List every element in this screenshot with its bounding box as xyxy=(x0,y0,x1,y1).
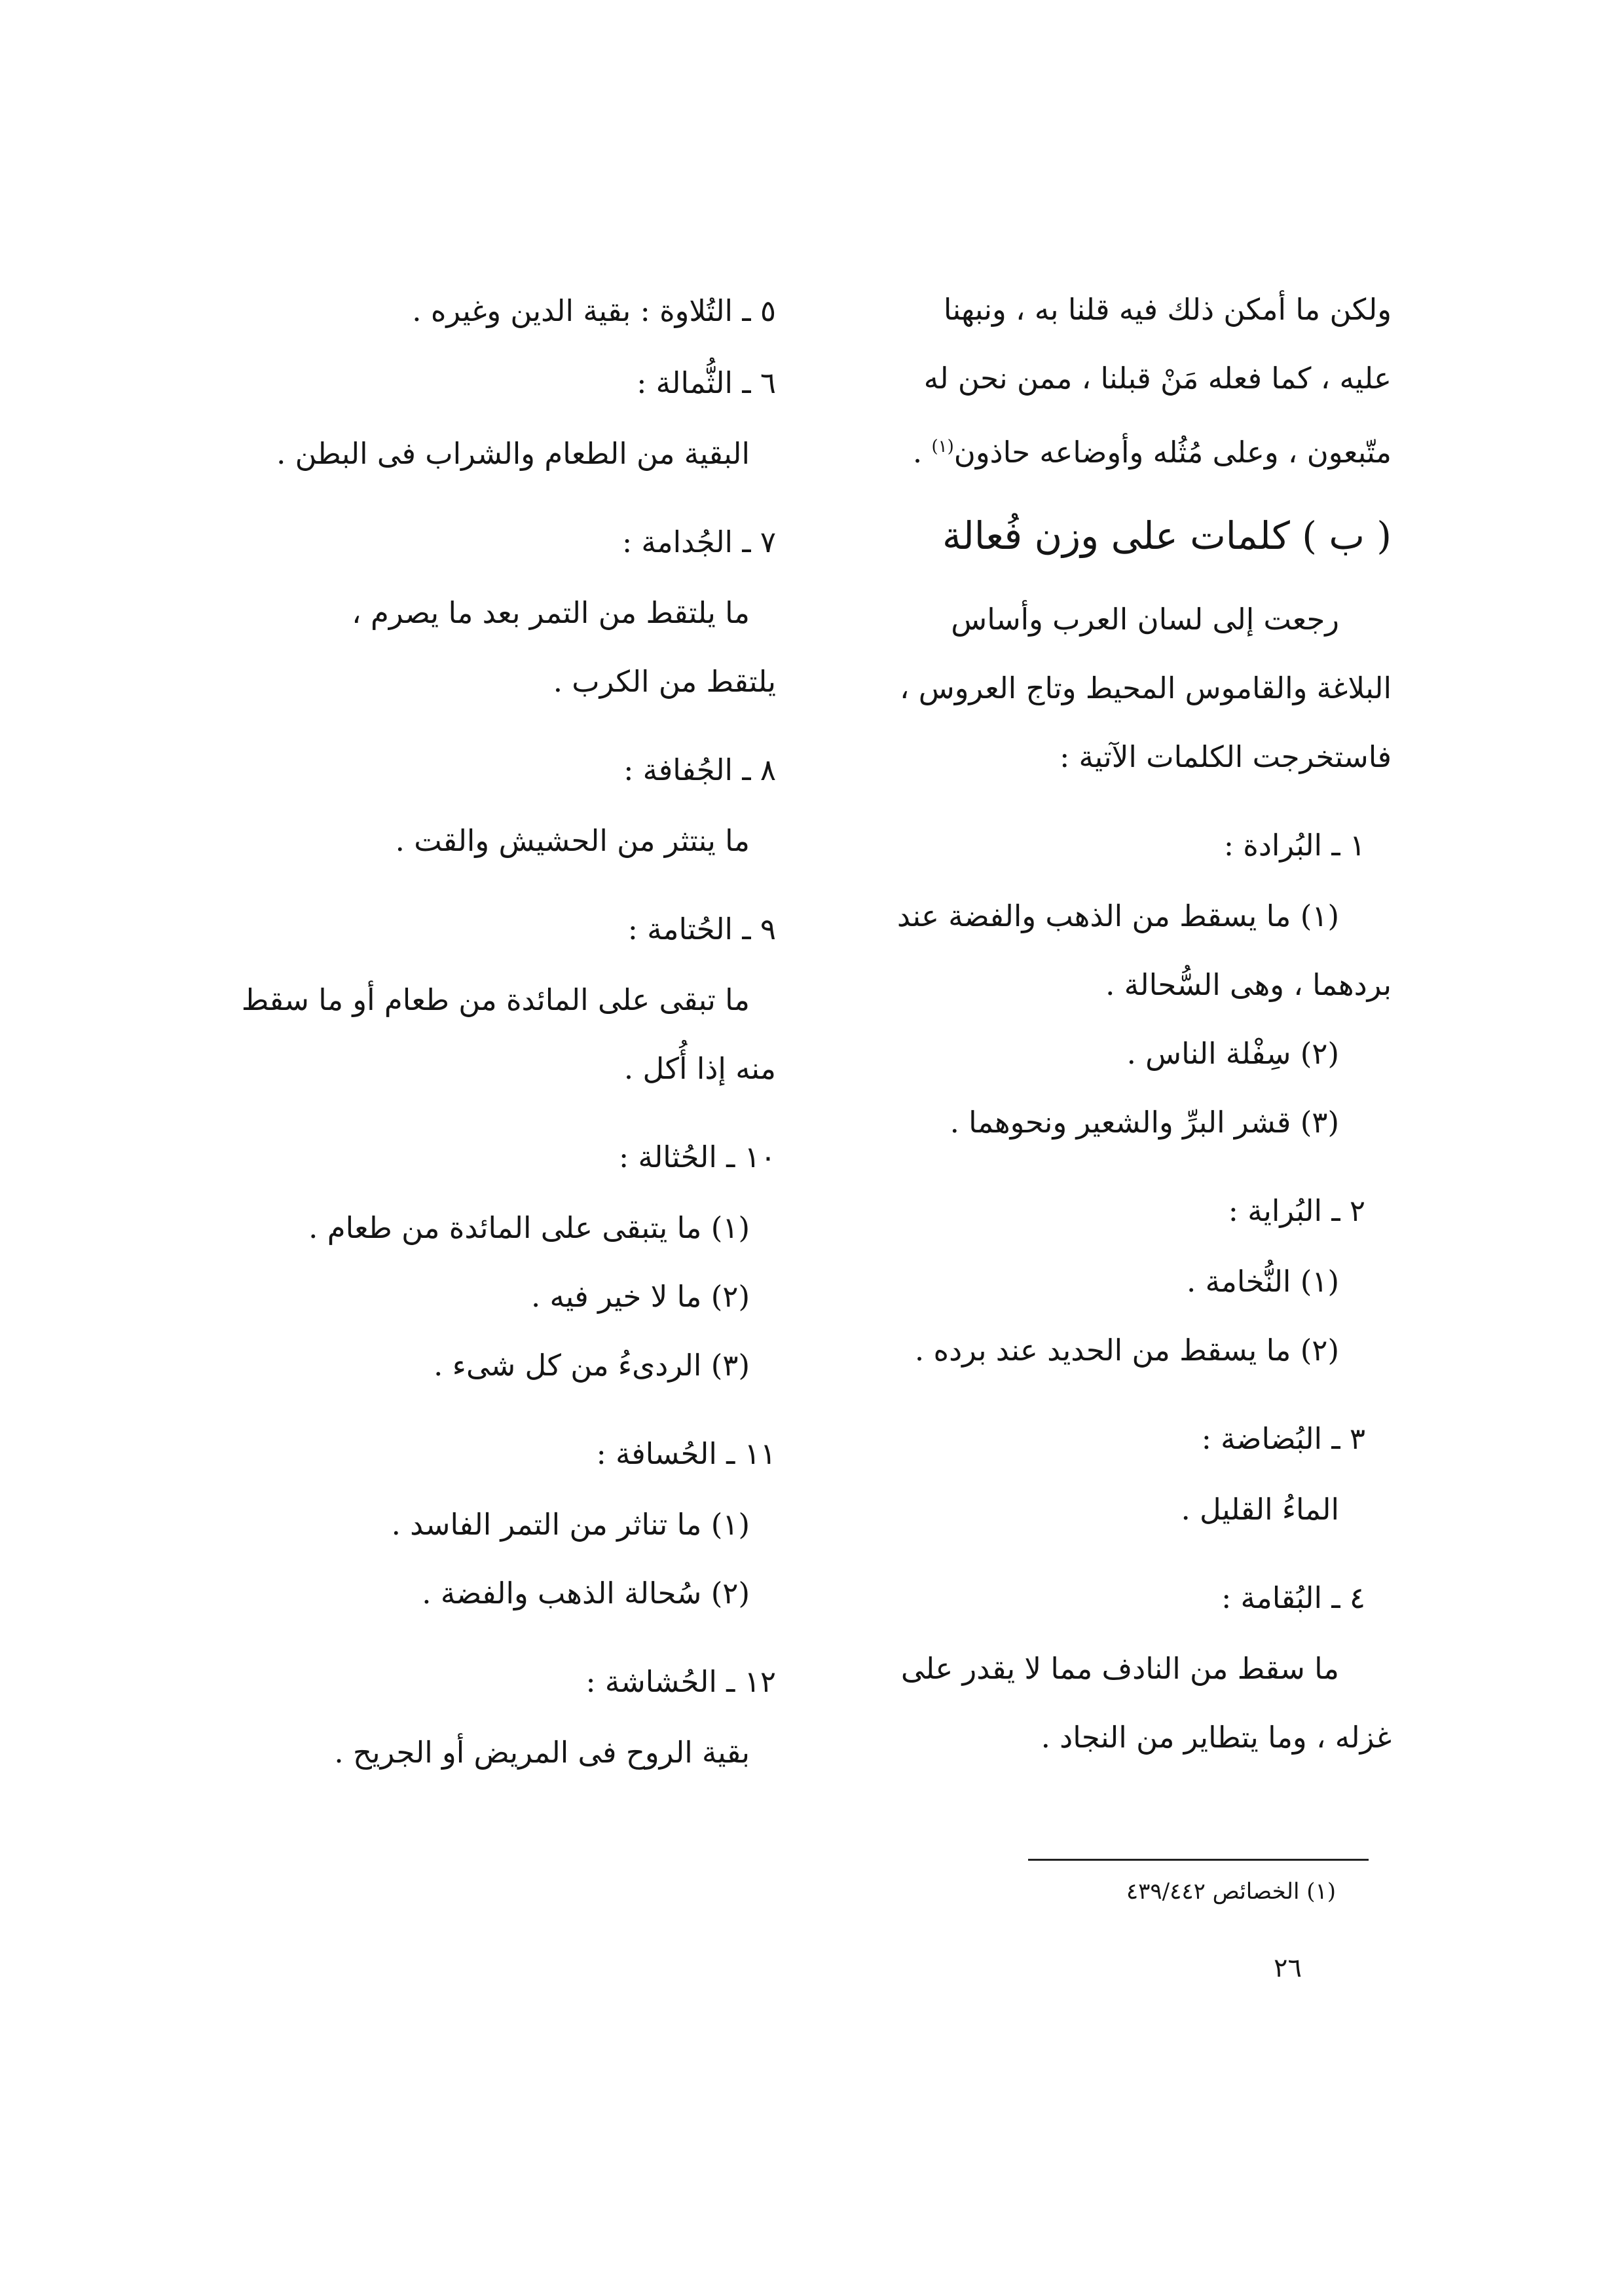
entry-title: ٨ ـ الجُفافة : xyxy=(623,753,776,787)
entry-line: (٢) سِفْلة الناس . xyxy=(1126,1036,1339,1071)
entry-line: يلتقط من الكرب . xyxy=(553,664,776,699)
footnote-divider xyxy=(1028,1859,1369,1861)
entry-line: البقية من الطعام والشراب فى البطن . xyxy=(276,436,750,471)
entry-line: (١) ما يتبقى على المائدة من طعام . xyxy=(308,1210,750,1245)
entry-title: ١٢ ـ الحُشاشة : xyxy=(585,1664,776,1699)
entry-title: ١٠ ـ الحُثالة : xyxy=(619,1140,776,1174)
entry-line: ما سقط من النادف مما لا يقدر على xyxy=(900,1651,1339,1686)
entry-title: ٣ ـ البُضاضة : xyxy=(1201,1421,1365,1456)
intro-line: فاستخرجت الكلمات الآتية : xyxy=(1060,739,1392,774)
entry-line: ما يلتقط من التمر بعد ما يصرم ، xyxy=(352,595,750,630)
intro-line: البلاغة والقاموس المحيط وتاج العروس ، xyxy=(899,671,1392,705)
entry-title: ٤ ـ البُقامة : xyxy=(1221,1580,1365,1615)
entry-title: ١ ـ البُرادة : xyxy=(1223,828,1365,863)
entry-line: (١) ما تناثر من التمر الفاسد . xyxy=(391,1507,750,1542)
entry-title: ٥ ـ التُلاوة : بقية الدين وغيره . xyxy=(412,293,776,328)
left-column xyxy=(187,275,776,1787)
text-line: عليه ، كما فعله مَنْ قبلنا ، ممن نحن له xyxy=(923,361,1392,396)
entry-title: ٩ ـ الحُتامة : xyxy=(627,912,776,946)
entry-line: بردهما ، وهى السُّحالة . xyxy=(1105,967,1392,1002)
page-number: ٢٦ xyxy=(1274,1953,1302,1983)
entry-line: ما ينتثر من الحشيش والقت . xyxy=(395,823,750,858)
entry-line: بقية الروح فى المريض أو الجريح . xyxy=(334,1735,750,1770)
text-line: ولكن ما أمكن ذلك فيه قلنا به ، ونبهنا xyxy=(943,292,1392,327)
entry-title: ٧ ـ الجُدامة : xyxy=(621,525,776,559)
entry-line: منه إذا أُكل . xyxy=(623,1051,776,1086)
entry-line: (١) ما يسقط من الذهب والفضة عند xyxy=(896,899,1339,933)
text-line xyxy=(835,413,1392,487)
entry-line: غزله ، وما يتطاير من النجاد . xyxy=(1041,1720,1392,1755)
entry-title: ٢ ـ البُراية : xyxy=(1228,1193,1365,1228)
entry-line: (٢) ما يسقط من الحديد عند برده . xyxy=(914,1333,1339,1368)
footnote: (١) الخصائص ٤٣٩/٤٤٢ xyxy=(1126,1878,1336,1905)
entry-line: (٢) ما لا خير فيه . xyxy=(530,1279,750,1314)
entry-line: ما تبقى على المائدة من طعام أو ما سقط xyxy=(241,982,750,1017)
entry-title: ٦ ـ الثُّمالة : xyxy=(637,365,776,400)
footnote-marker: (١) xyxy=(931,437,954,457)
intro-line: رجعت إلى لسان العرب وأساس xyxy=(951,602,1339,637)
entry-line: (١) النُّخامة . xyxy=(1187,1264,1339,1299)
entry-line: (٣) قشر البرِّ والشعير ونحوهما . xyxy=(950,1105,1339,1140)
entry-title: ١١ ـ الحُسافة : xyxy=(596,1436,776,1471)
entry-line: الماءُ القليل . xyxy=(1181,1492,1339,1527)
entry-line: (٢) سُحالة الذهب والفضة . xyxy=(422,1576,750,1611)
entry-line: (٣) الردىءُ من كل شىء . xyxy=(434,1348,750,1383)
text-line-end: . xyxy=(912,435,932,470)
right-column xyxy=(835,275,1392,1772)
text-line-content: متّبعون ، وعلى مُثُله وأوضاعه حاذون xyxy=(953,435,1392,470)
section-heading: ( ب ) كلمات على وزن فُعالة xyxy=(942,513,1392,558)
